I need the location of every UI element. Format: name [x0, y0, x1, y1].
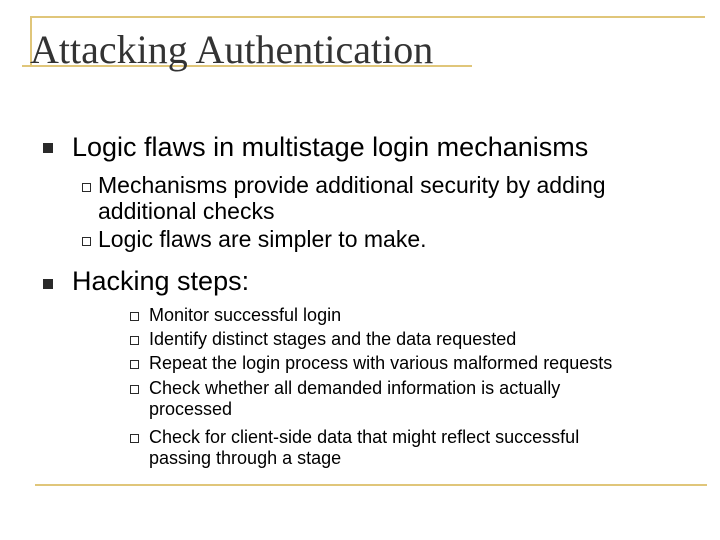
- sub-1-1-line-1: Mechanisms provide additional security by adding: [98, 172, 606, 198]
- step-3-line-1: Repeat the login process with various malformed requests: [149, 353, 613, 373]
- sub-1-1-line-2: additional checks: [98, 198, 275, 224]
- bullet-1-text: Logic flaws in multistage login mechanisms: [72, 132, 589, 162]
- hollow-square-icon: [130, 312, 139, 321]
- bullet-square-icon: [43, 279, 53, 289]
- top-rule: [30, 16, 705, 18]
- hollow-square-icon: [82, 183, 91, 192]
- bullet-square-icon: [43, 143, 53, 153]
- hollow-square-icon: [130, 434, 139, 443]
- sub-1-2-line-1: Logic flaws are simpler to make.: [98, 226, 427, 252]
- step-4-line-1: Check whether all demanded information is actually: [149, 378, 561, 398]
- hollow-square-icon: [82, 237, 91, 246]
- step-5-line-1: Check for client-side data that might reflect successful: [149, 427, 580, 447]
- hollow-square-icon: [130, 336, 139, 345]
- step-4-line-2: processed: [149, 399, 233, 419]
- slide-title: Attacking Authentication: [30, 27, 434, 72]
- hollow-square-icon: [130, 360, 139, 369]
- step-5-line-2: passing through a stage: [149, 448, 342, 468]
- bottom-rule: [35, 484, 707, 486]
- hollow-square-icon: [130, 385, 139, 394]
- step-1-line-1: Monitor successful login: [149, 305, 342, 325]
- bullet-2-text: Hacking steps:: [72, 266, 250, 296]
- step-2-line-1: Identify distinct stages and the data requested: [149, 329, 517, 349]
